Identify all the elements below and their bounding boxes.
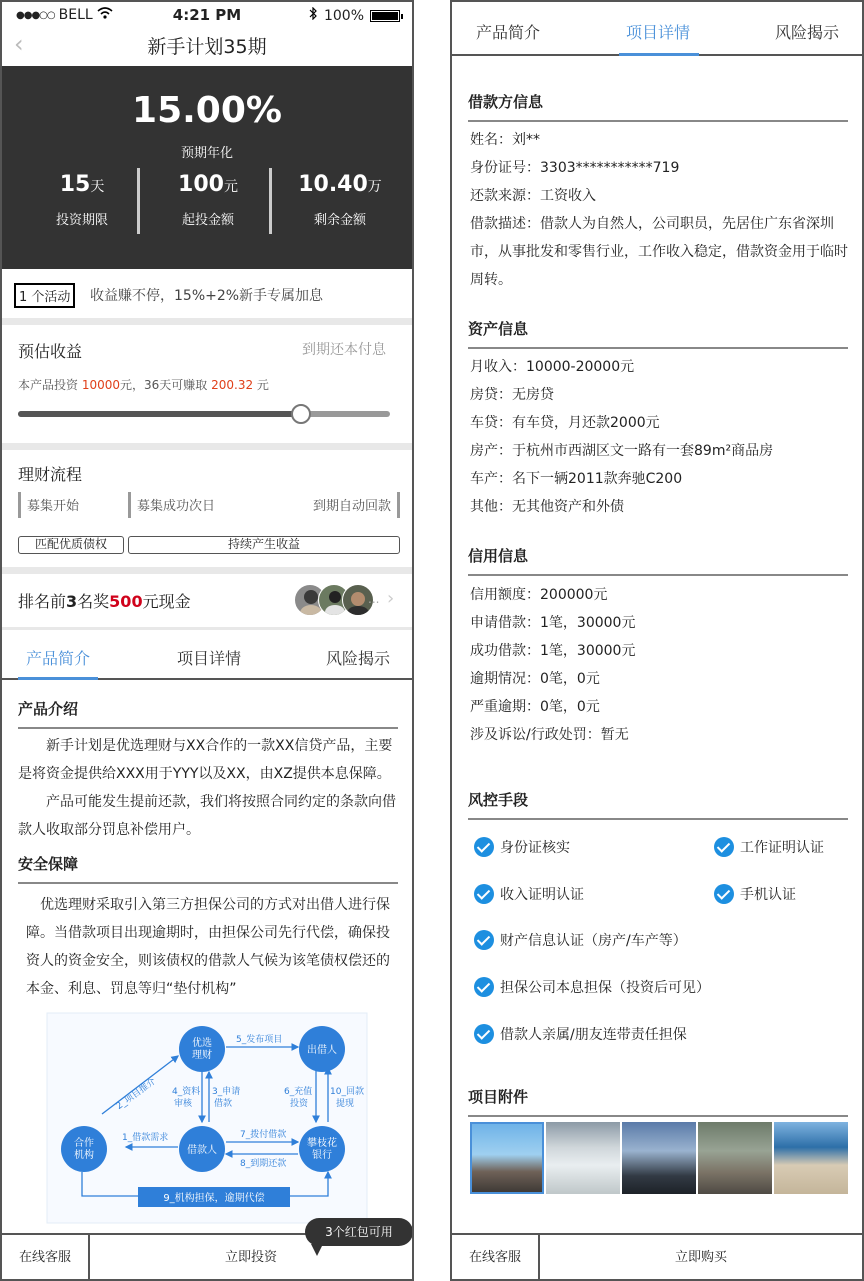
- diagram-edge-label: 提现: [336, 1099, 355, 1109]
- section-title: 安全保障: [18, 853, 398, 884]
- risk-control-item: [474, 884, 584, 904]
- svg-text:出借人: 出借人: [307, 1045, 337, 1056]
- svg-text:优选: 优选: [192, 1038, 212, 1049]
- risk-control-label: 手机认证: [740, 887, 796, 903]
- diagram-edge-label: 审核: [174, 1099, 193, 1109]
- estimate-text: 元: [253, 378, 269, 392]
- intro-paragraph: 新手计划是优选理财与XX合作的一款XX信贷产品，主要是将资金提供给XXX用于YYY以及XX，由XZ提供本息保障。: [18, 738, 393, 782]
- annual-rate-label: 预期年化: [180, 146, 233, 161]
- diagram-edge-label: 投资: [290, 1099, 309, 1109]
- guarantee-flow-diagram: [46, 1012, 368, 1224]
- more-dots: ...: [368, 592, 380, 606]
- amount-slider[interactable]: [18, 411, 390, 417]
- stat-unit: 元: [223, 179, 238, 195]
- kv-line: 车产：名下一辆2011款奔驰C200: [470, 471, 683, 487]
- stat-min-invest: [140, 172, 276, 228]
- kv-line: 月收入：10000-20000元: [470, 359, 635, 375]
- estimated-earnings-section: [2, 325, 412, 443]
- online-service-button[interactable]: 在线客服: [2, 1235, 90, 1281]
- check-icon: [474, 837, 494, 857]
- diagram-edge-label: 5_发布项目: [236, 1035, 283, 1045]
- bottom-action-bar: [452, 1233, 862, 1281]
- estimate-text: 本产品投资: [18, 378, 82, 392]
- activity-text: 收益赚不停，15%+2%新手专属加息: [90, 288, 324, 304]
- ranking-reward-row[interactable]: [2, 574, 412, 627]
- battery-percent: 100%: [323, 7, 364, 24]
- risk-control-item: [474, 930, 687, 950]
- check-icon: [474, 884, 494, 904]
- section-title: 借款方信息: [468, 91, 848, 122]
- detail-tabs: [452, 2, 862, 56]
- finance-process-section: [2, 450, 412, 567]
- section-title: 风控手段: [468, 789, 848, 820]
- diagram-edge-label: 7_拨付借款: [240, 1130, 287, 1140]
- process-pill: 持续产生收益: [128, 536, 400, 554]
- kv-line: 姓名：刘**: [470, 132, 540, 148]
- invest-now-button[interactable]: 立即投资: [224, 1250, 277, 1265]
- stat-value: 100: [178, 172, 224, 197]
- rank-text: 元现金: [142, 592, 191, 611]
- slider-fill: [18, 411, 301, 417]
- status-right: [309, 7, 400, 24]
- investor-avatars: [294, 584, 374, 616]
- attachment-thumbnail[interactable]: [622, 1122, 696, 1194]
- active-tab-indicator: [619, 53, 699, 56]
- check-icon: [474, 977, 494, 997]
- estimate-title: 预估收益: [18, 342, 83, 361]
- yield-hero-panel: [2, 66, 412, 269]
- estimate-text: 元，36天可赚取: [120, 378, 212, 392]
- activity-tag[interactable]: 1 个活动: [14, 283, 75, 308]
- risk-control-label: 身份证核实: [500, 840, 570, 856]
- svg-text:攀枝花: 攀枝花: [307, 1138, 337, 1149]
- risk-control-label: 财产信息认证（房产/车产等）: [500, 933, 687, 949]
- risk-control-item: [714, 837, 824, 857]
- right-phone-screen: [450, 0, 864, 1281]
- section-divider: [2, 318, 412, 325]
- process-step: 到期自动回款: [313, 492, 400, 518]
- risk-control-label: 担保公司本息担保（投资后可见）: [500, 980, 710, 996]
- kv-line: 成功借款：1笔，30000元: [470, 643, 636, 659]
- stat-unit: 万: [367, 179, 382, 195]
- diagram-edge-label: 6_充值: [284, 1087, 313, 1097]
- risk-control-item: [474, 1024, 687, 1044]
- section-title: 资产信息: [468, 318, 848, 349]
- tab-product-intro[interactable]: 产品简介: [26, 649, 91, 668]
- stat-unit: 天: [90, 179, 105, 195]
- signal-icon: ●●●○○: [16, 9, 55, 21]
- svg-text:银行: 银行: [312, 1150, 332, 1161]
- status-time: 4:21 PM: [172, 6, 242, 24]
- process-title: 理财流程: [18, 465, 83, 484]
- borrower-description: 借款描述：借款人为自然人，公司职员，先居住广东省深圳市，从事批发和零售行业，工作收入稳定，借款资金用于临时周转。: [470, 216, 848, 288]
- status-bar: [2, 2, 412, 28]
- kv-line: 其他：无其他资产和外债: [470, 499, 624, 515]
- risk-control-label: 工作证明认证: [740, 840, 824, 856]
- diagram-edge-label: 1_借款需求: [122, 1133, 169, 1143]
- stat-label: 起投金额: [181, 213, 234, 228]
- detail-tabs: [2, 630, 412, 680]
- chevron-right-icon: ›: [387, 588, 395, 609]
- online-service-button[interactable]: 在线客服: [452, 1235, 540, 1281]
- section-divider: [2, 443, 412, 450]
- attachment-thumbnail[interactable]: [698, 1122, 772, 1194]
- diagram-edge-label: 9_机构担保，逾期代偿: [163, 1193, 265, 1204]
- tab-project-details[interactable]: 项目详情: [177, 649, 242, 668]
- check-icon: [474, 1024, 494, 1044]
- svg-text:借款人: 借款人: [187, 1145, 217, 1156]
- stat-label: 投资期限: [55, 213, 108, 228]
- risk-control-label: 收入证明认证: [500, 887, 584, 903]
- page-title: 新手计划35期: [147, 36, 267, 58]
- diagram-node: [61, 1126, 107, 1172]
- kv-line: 身份证号：3303***********719: [470, 160, 680, 176]
- risk-control-label: 借款人亲属/朋友连带责任担保: [500, 1027, 687, 1043]
- stat-remaining: [272, 172, 408, 228]
- stat-value: 10.40: [298, 172, 368, 197]
- diagram-edge-label: 4_资料: [172, 1087, 201, 1097]
- ranking-text: [18, 589, 191, 612]
- slider-knob[interactable]: [291, 404, 311, 424]
- carrier-name: BELL: [58, 7, 93, 23]
- diagram-edge-label: 3_申请: [212, 1087, 241, 1097]
- estimate-description: [18, 376, 269, 393]
- kv-line: 房产：于杭州市西湖区文一路有一套89m²商品房: [470, 443, 774, 459]
- diagram-node: [299, 1026, 345, 1072]
- tab-product-intro[interactable]: 产品简介: [476, 23, 541, 42]
- intro-paragraph: 产品可能发生提前还款，我们将按照合同约定的条款向借款人收取部分罚息补偿用户。: [18, 794, 396, 838]
- buy-now-button[interactable]: 立即购买: [674, 1250, 727, 1265]
- tab-project-details[interactable]: 项目详情: [626, 23, 691, 42]
- stat-value: 15: [59, 172, 91, 197]
- section-title: 项目附件: [468, 1086, 848, 1117]
- attachment-thumbnail[interactable]: [470, 1122, 544, 1194]
- diagram-node: [179, 1026, 225, 1072]
- attachment-thumbnail[interactable]: [774, 1122, 848, 1194]
- process-pill: 匹配优质债权: [18, 536, 124, 554]
- bluetooth-icon: [309, 7, 318, 24]
- diagram-edge-label: 借款: [214, 1099, 233, 1109]
- left-phone-screen: [0, 0, 414, 1281]
- diagram-edge-label: 10_回款: [330, 1087, 364, 1097]
- process-step: 募集成功次日: [128, 492, 215, 518]
- risk-control-item: [474, 837, 570, 857]
- process-step: 募集开始: [18, 492, 79, 518]
- check-icon: [714, 884, 734, 904]
- section-title: 信用信息: [468, 545, 848, 576]
- check-icon: [474, 930, 494, 950]
- attachment-gallery: [470, 1122, 850, 1194]
- risk-control-item: [714, 884, 796, 904]
- svg-text:理财: 理财: [192, 1050, 212, 1061]
- stat-term: [14, 172, 150, 228]
- kv-line: 房贷：无房贷: [470, 387, 554, 403]
- safety-paragraph: 优选理财采取引入第三方担保公司的方式对出借人进行保障。当借款项目出现逾期时，由担保公司先行代偿，确保投资人的资金安全，则该债权的借款人气候为该笔债权偿还的本金、利息、罚息等归“垫付机构”: [26, 897, 390, 997]
- diagram-edge-label: 2_项目推介: [114, 1076, 158, 1112]
- section-title: 产品介绍: [18, 698, 398, 729]
- tab-risk-disclosure[interactable]: 风险揭示: [775, 23, 840, 42]
- red-packet-bubble[interactable]: 3个红包可用: [305, 1218, 413, 1246]
- stat-label: 剩余金额: [313, 213, 366, 228]
- rank-text: 名奖: [77, 592, 110, 611]
- active-tab-indicator: [18, 677, 98, 680]
- rank-number: 3: [66, 592, 78, 611]
- kv-line: 逾期情况：0笔，0元: [470, 671, 600, 687]
- battery-icon: [370, 10, 400, 22]
- kv-line: 严重逾期：0笔，0元: [470, 699, 600, 715]
- reward-amount: 500: [109, 592, 143, 611]
- section-divider: [2, 567, 412, 574]
- diagram-edge-label: 8_到期还款: [240, 1159, 287, 1169]
- check-icon: [714, 837, 734, 857]
- svg-text:机构: 机构: [74, 1150, 94, 1161]
- attachment-thumbnail[interactable]: [546, 1122, 620, 1194]
- nav-bar: [2, 28, 412, 64]
- kv-line: 涉及诉讼/行政处罚：暂无: [470, 727, 629, 743]
- annual-rate: 15.00%: [132, 90, 282, 131]
- diagram-node: [299, 1126, 345, 1172]
- rank-text: 排名前: [18, 592, 67, 611]
- risk-control-item: [474, 977, 710, 997]
- invest-amount: 10000: [81, 378, 121, 392]
- kv-line: 还款来源：工资收入: [470, 188, 596, 204]
- kv-line: 信用额度：200000元: [470, 587, 608, 603]
- kv-line: 车贷：有车贷，月还款2000元: [470, 415, 660, 431]
- kv-line: 申请借款：1笔，30000元: [470, 615, 636, 631]
- earn-amount: 200.32: [211, 378, 254, 392]
- back-chevron-icon[interactable]: ‹: [14, 30, 24, 58]
- svg-text:合作: 合作: [74, 1138, 94, 1149]
- activity-banner[interactable]: [2, 272, 412, 318]
- diagram-node: [179, 1126, 225, 1172]
- repayment-method: 到期还本付息: [302, 342, 386, 358]
- tab-risk-disclosure[interactable]: 风险揭示: [326, 649, 391, 668]
